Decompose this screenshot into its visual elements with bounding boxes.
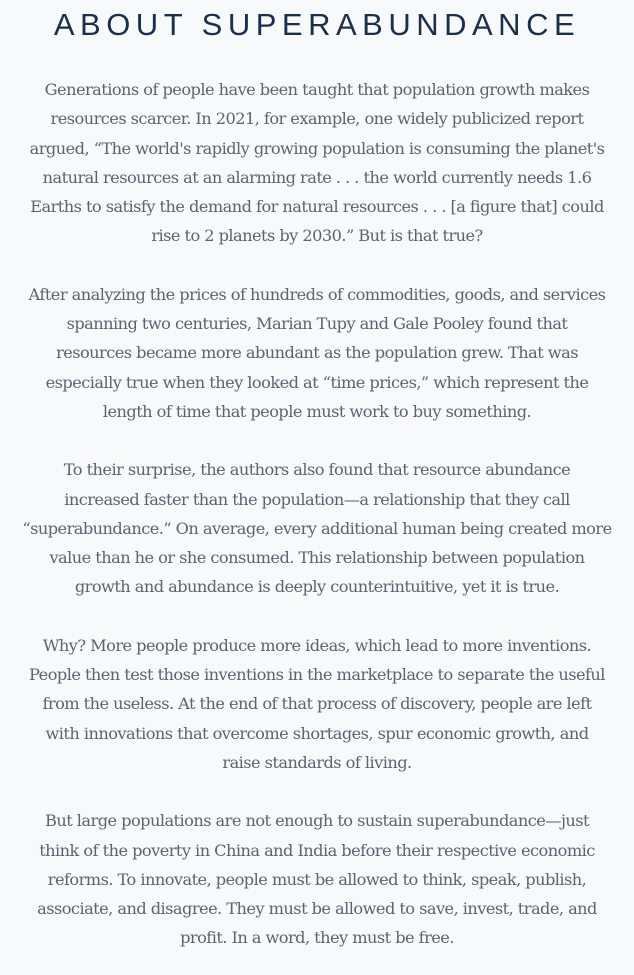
paragraph-line: associate, and disagree. They must be allowed to save, invest, trade, and xyxy=(37,899,597,919)
paragraph-line: But large populations are not enough to sustain superabundance—just xyxy=(45,811,589,831)
paragraph-line: Generations of people have been taught that population growth makes xyxy=(44,80,590,99)
paragraph-line: profit. In a word, they must be free. xyxy=(180,928,454,948)
paragraph-line: People then test those inventions in the marketplace to separate the useful xyxy=(29,665,605,685)
section-title: ABOUT SUPERABUNDANCE xyxy=(53,7,581,42)
paragraph-line: length of time that people must work to buy something. xyxy=(102,401,532,421)
paragraph-line: with innovations that overcome shortages, spur economic growth, and xyxy=(45,723,589,743)
paragraph-line: from the useless. At the end of that process of discovery, people are left xyxy=(42,694,592,714)
paragraph-2 xyxy=(2,280,632,426)
paragraph-line: natural resources at an alarming rate . . . the world currently needs 1.6 xyxy=(42,167,592,187)
paragraph-3 xyxy=(2,455,632,601)
paragraph-line: growth and abundance is deeply counterintuitive, yet it is true. xyxy=(74,577,560,597)
paragraph-line: reforms. To innovate, people must be allowed to think, speak, publish, xyxy=(47,869,587,889)
section-body xyxy=(2,51,632,953)
paragraph-line: Earths to satisfy the demand for natural resources . . . [a figure that] could xyxy=(30,197,604,217)
paragraph-line: After analyzing the prices of hundreds of commodities, goods, and services xyxy=(28,284,606,304)
paragraph-line: raise standards of living. xyxy=(222,752,412,772)
paragraph-4 xyxy=(2,631,632,777)
paragraph-1 xyxy=(2,75,632,251)
paragraph-line: argued, “The world's rapidly growing population is consuming the planet's xyxy=(29,138,605,158)
paragraph-line: “superabundance.” On average, every additional human being created more xyxy=(22,518,612,538)
paragraph-line: spanning two centuries, Marian Tupy and Gale Pooley found that xyxy=(66,314,568,334)
paragraph-line: resources scarcer. In 2021, for example, one widely publicized report xyxy=(50,109,584,129)
paragraph-line: value than he or she consumed. This relationship between population xyxy=(49,548,585,568)
paragraph-line: especially true when they looked at “time prices,” which represent the xyxy=(45,372,589,392)
paragraph-line: Why? More people produce more ideas, which lead to more inventions. xyxy=(42,635,592,655)
paragraph-line: think of the poverty in China and India before their respective economic xyxy=(39,840,595,860)
paragraph-5 xyxy=(2,806,632,952)
paragraph-line: resources became more abundant as the population grew. That was xyxy=(56,343,578,363)
paragraph-line: increased faster than the population—a relationship that they call xyxy=(64,489,570,509)
paragraph-line: rise to 2 planets by 2030.” But is that true? xyxy=(151,226,483,246)
paragraph-line: To their surprise, the authors also found that resource abundance xyxy=(63,460,571,480)
